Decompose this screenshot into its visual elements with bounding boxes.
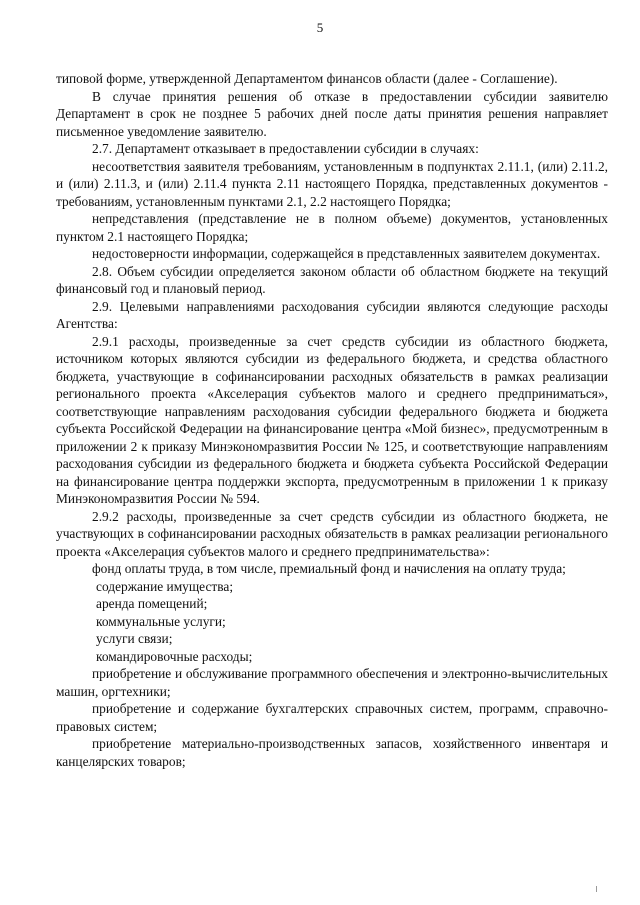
paragraph: приобретение и содержание бухгалтерских справочных систем, программ, справочно-правовых систем; — [56, 701, 608, 734]
page-number: 5 — [316, 20, 324, 35]
paragraph: 2.9.1 расходы, произведенные за счет средств субсидии из областного бюджета, источником которых являются субсидии из федерального бюджета, и средства областного бюджета, участвующие в софинансировании расходных обязательств в рамках реализации регионального проекта «Акселерация субъектов малого и среднего предприниматься», соответствующие направлениям расходования субсидии федерального бюджета и бюджета субъекта Российской Федерации на финансирование центра «Мой бизнес», предусмотренным в приложении 2 к приказу Минэкономразвития России № 125, и соответствующие направлениям расходования субсидии из федерального бюджета и бюджета субъекта Российской Федерации на финансирование центра поддержки экспорта, предусмотренным в приложении 1 к приказу Минэкономразвития России № 594. — [56, 333, 608, 506]
paragraph: недостоверности информации, содержащейся в представленных заявителем документах. — [92, 246, 601, 261]
list-item: услуги связи; — [96, 631, 173, 646]
paragraph: несоответствия заявителя требованиям, установленным в подпунктах 2.11.1, (или) 2.11.2, и (или) 2.11.3, и (или) 2.11.4 пункта 2.11 настоящего Порядка, представленных документов - требованиям, установленным пунктами 2.1, 2.2 настоящего Порядка; — [56, 158, 608, 209]
paragraph: непредставления (представление не в полном объеме) документов, установленных пунктом 2.1 настоящего Порядка; — [56, 211, 608, 244]
scan-mark — [596, 886, 597, 892]
paragraph: типовой форме, утвержденной Департаментом финансов области (далее - Соглашение). — [56, 71, 558, 86]
paragraph: фонд оплаты труда, в том числе, премиальный фонд и начисления на оплату труда; — [92, 561, 566, 576]
paragraph: 2.9. Целевыми направлениями расходования субсидии являются следующие расходы Агентства: — [56, 298, 608, 331]
paragraph: приобретение и обслуживание программного обеспечения и электронно-вычислительных машин, оргтехники; — [56, 666, 608, 699]
paragraph: 2.9.2 расходы, произведенные за счет средств субсидии из областного бюджета, не участвующих в софинансировании расходных обязательств в рамках реализации регионального проекта «Акселерация субъектов малого и среднего предпринимательства»: — [56, 508, 608, 559]
paragraph: 2.8. Объем субсидии определяется законом области об областном бюджете на текущий финансовый год и плановый период. — [56, 263, 608, 296]
list-item: аренда помещений; — [96, 596, 208, 611]
list-item: командировочные расходы; — [96, 648, 253, 664]
paragraph: приобретение материально-производственных запасов, хозяйственного инвентаря и канцелярских товаров; — [56, 736, 608, 769]
paragraph: В случае принятия решения об отказе в предоставлении субсидии заявителю Департамент в срок не позднее 5 рабочих дней после даты принятия решения направляет письменное уведомление заявителю. — [56, 88, 608, 139]
list-item: содержание имущества; — [96, 578, 234, 594]
list-item: коммунальные услуги; — [96, 613, 226, 629]
paragraph: 2.7. Департамент отказывает в предоставлении субсидии в случаях: — [92, 141, 479, 156]
document-body — [56, 70, 608, 770]
